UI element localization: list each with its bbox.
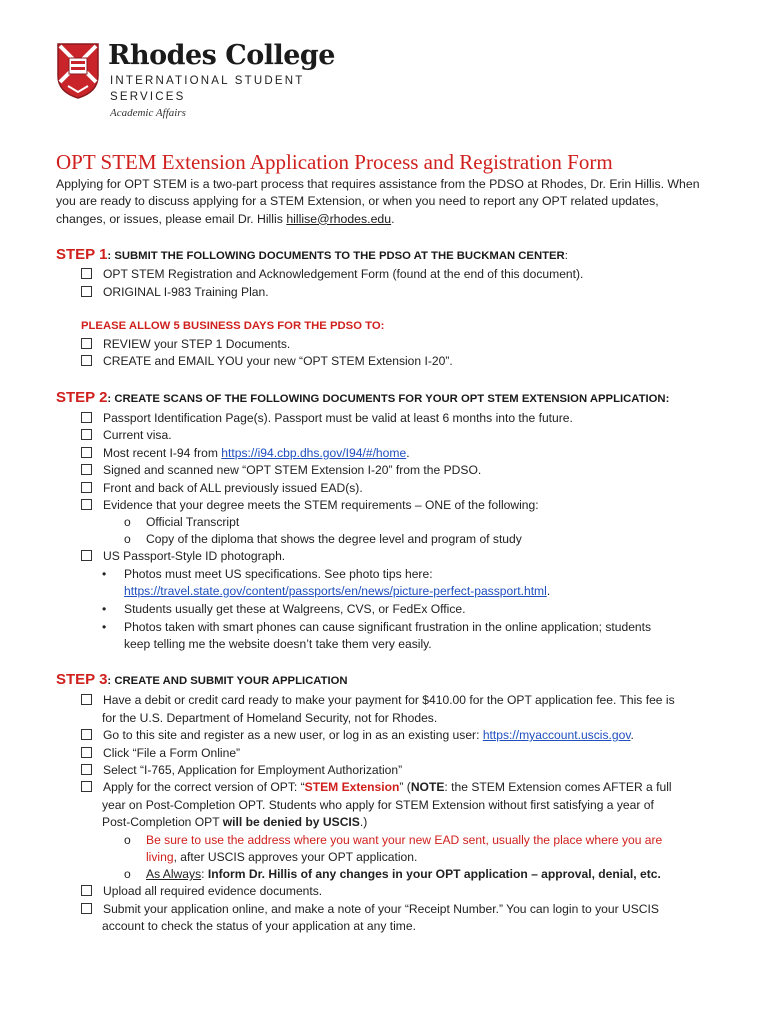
step3-item-text: Upload all required evidence documents.: [103, 884, 323, 898]
step3-item: [81, 727, 634, 744]
pdso-warning: PLEASE ALLOW 5 BUSINESS DAYS FOR THE PDSO TO:: [81, 320, 385, 332]
step2-item: [81, 445, 410, 462]
sub-option: [124, 832, 662, 849]
punct: .: [546, 584, 551, 598]
circle-bullet-icon: o: [124, 515, 131, 529]
bullet-item: [102, 601, 465, 618]
circle-bullet-icon: o: [124, 532, 131, 546]
sub-option-continuation: [146, 849, 417, 866]
step2-item-text: Most recent I-94 from: [103, 446, 222, 460]
bullet-icon: •: [102, 567, 107, 581]
circle-bullet-icon: o: [124, 867, 131, 881]
checkbox[interactable]: [81, 764, 92, 775]
step3-item-text: Go to this site and register as a new user, or log in as an existing user:: [103, 728, 483, 742]
office-name-line1: INTERNATIONAL STUDENT: [110, 75, 305, 87]
step2-item-text: Evidence that your degree meets the STEM requirements – ONE of the following:: [103, 498, 539, 512]
step3-item: [81, 762, 402, 779]
pdso-item-text: CREATE and EMAIL YOU your new “OPT STEM Extension I-20”.: [103, 354, 453, 368]
sub-option-text: Copy of the diploma that shows the degree level and program of study: [146, 532, 522, 546]
page-title: OPT STEM Extension Application Process and Registration Form: [56, 150, 613, 174]
step2-title: : CREATE SCANS OF THE FOLLOWING DOCUMENTS FOR YOUR OPT STEM EXTENSION APPLICATION:: [107, 393, 670, 405]
inform-instruction: Inform Dr. Hillis of any changes in your OPT application – approval, denial, etc.: [207, 867, 661, 881]
i94-link[interactable]: https://i94.cbp.dhs.gov/I94/#/home: [221, 446, 407, 460]
bullet-text: Photos taken with smart phones can cause significant frustration in the online application; students: [124, 620, 652, 634]
step3-item: [81, 883, 322, 900]
crest-icon: [56, 42, 100, 100]
step1-item-text: OPT STEM Registration and Acknowledgement Form (found at the end of this document).: [103, 267, 584, 281]
step1-number: STEP 1: [56, 246, 108, 263]
denial-warning: will be denied by USCIS: [222, 815, 360, 829]
bullet-text: Students usually get these at Walgreens, CVS, or FedEx Office.: [124, 602, 466, 616]
sub-option: [124, 514, 239, 531]
bullet-item: [102, 619, 651, 636]
step1-item-text: ORIGINAL I-983 Training Plan.: [103, 285, 269, 299]
passport-photo-link[interactable]: https://travel.state.gov/content/passports/en/news/picture-perfect-passport.html: [124, 584, 547, 598]
punct: .: [630, 728, 634, 742]
stem-extension-highlight: STEM Extension: [304, 780, 400, 794]
bullet-link-line: [124, 583, 550, 600]
punct: ” (: [399, 780, 411, 794]
checkbox[interactable]: [81, 499, 92, 510]
pdso-item: [81, 353, 453, 370]
division-name: Academic Affairs: [110, 107, 186, 119]
checkbox[interactable]: [81, 412, 92, 423]
step2-number: STEP 2: [56, 389, 108, 406]
checkbox[interactable]: [81, 286, 92, 297]
bullet-continuation: keep telling me the website doesn’t take them very easily.: [124, 637, 432, 651]
intro-paragraph: [56, 176, 706, 228]
step1-title: : SUBMIT THE FOLLOWING DOCUMENTS TO THE PDSO AT THE BUCKMAN CENTER: [107, 250, 565, 262]
step1-item: [81, 266, 583, 283]
step1-heading: [56, 246, 568, 263]
checkbox[interactable]: [81, 268, 92, 279]
checkbox[interactable]: [81, 355, 92, 366]
punct: .): [359, 815, 368, 829]
email-link[interactable]: hillise@rhodes.edu: [286, 211, 392, 226]
checkbox[interactable]: [81, 729, 92, 740]
rhodes-logo: [56, 40, 335, 124]
college-name: Rhodes College: [108, 40, 335, 71]
step3-continuation: account to check the status of your application at any time.: [102, 919, 416, 933]
bullet-icon: •: [102, 602, 107, 616]
step3-continuation: for the U.S. Department of Homeland Security, not for Rhodes.: [102, 711, 438, 725]
checkbox[interactable]: [81, 447, 92, 458]
step2-item: [81, 548, 285, 565]
step2-item: [81, 427, 172, 444]
checkbox[interactable]: [81, 338, 92, 349]
checkbox[interactable]: [81, 482, 92, 493]
step2-item: [81, 462, 481, 479]
step3-item: [81, 779, 672, 796]
step3-item: [81, 692, 675, 709]
punct: .: [406, 446, 410, 460]
sub-option-text: , after USCIS approves your OPT application.: [173, 850, 418, 864]
step3-item-text: Post-Completion OPT: [102, 815, 223, 829]
step2-item-text: US Passport-Style ID photograph.: [103, 549, 286, 563]
step2-heading: [56, 389, 669, 406]
step1-item: [81, 284, 269, 301]
address-warning: Be sure to use the address where you want your new EAD sent, usually the place where you are: [146, 833, 663, 847]
step3-continuation: year on Post-Completion OPT. Students who apply for STEM Extension without first satisfying a year of: [102, 798, 654, 812]
bullet-text: Photos must meet US specifications. See photo tips here:: [124, 567, 433, 581]
step3-number: STEP 3: [56, 671, 108, 688]
step3-item-text: : the STEM Extension comes AFTER a full: [444, 780, 672, 794]
step3-item-text: Click “File a Form Online”: [103, 746, 241, 760]
checkbox[interactable]: [81, 903, 92, 914]
as-always-label: As Always: [146, 867, 202, 881]
step3-item-text: Have a debit or credit card ready to make your payment for $410.00 for the OPT application fee. This fee is: [103, 693, 675, 707]
step2-item: [81, 480, 363, 497]
checkbox[interactable]: [81, 429, 92, 440]
step2-item-text: Passport Identification Page(s). Passport must be valid at least 6 months into the future.: [103, 411, 573, 425]
sub-option: [124, 531, 522, 548]
checkbox[interactable]: [81, 550, 92, 561]
step3-title: : CREATE AND SUBMIT YOUR APPLICATION: [107, 675, 348, 687]
bullet-item: [102, 566, 433, 583]
step3-item-text: Select “I-765, Application for Employment Authorization”: [103, 763, 403, 777]
step3-item: [81, 901, 659, 918]
step3-item-text: Apply for the correct version of OPT: “: [103, 780, 305, 794]
address-warning-end: living: [146, 850, 174, 864]
step2-item: [81, 497, 539, 514]
step3-item: [81, 745, 240, 762]
checkbox[interactable]: [81, 747, 92, 758]
checkbox[interactable]: [81, 885, 92, 896]
intro-end: .: [391, 211, 395, 226]
sub-option-text: Official Transcript: [146, 515, 240, 529]
step1-colon: :: [564, 250, 568, 262]
intro-text: Applying for OPT STEM is a two-part process that requires assistance from the PDSO at Rhodes, Dr. Erin Hillis. When you are ready to discuss applying for a STEM Extension, or when you need to report any OPT related updates, changes, or issues, please email Dr. Hillis: [56, 177, 700, 226]
note-label: NOTE: [410, 780, 445, 794]
punct: :: [201, 867, 208, 881]
step3-heading: [56, 671, 348, 688]
pdso-item-text: REVIEW your STEP 1 Documents.: [103, 337, 291, 351]
checkbox[interactable]: [81, 464, 92, 475]
step3-continuation: [102, 814, 367, 831]
pdso-item: [81, 336, 290, 353]
office-name-line2: SERVICES: [110, 91, 186, 103]
step2-item-text: Signed and scanned new “OPT STEM Extension I-20” from the PDSO.: [103, 463, 482, 477]
checkbox[interactable]: [81, 694, 92, 705]
bullet-icon: •: [102, 620, 107, 634]
step2-item-text: Front and back of ALL previously issued EAD(s).: [103, 481, 363, 495]
step3-item-text: Submit your application online, and make a note of your “Receipt Number.” You can login to your USCIS: [103, 902, 659, 916]
checkbox[interactable]: [81, 781, 92, 792]
uscis-account-link[interactable]: https://myaccount.uscis.gov: [482, 728, 631, 742]
sub-option: [124, 866, 661, 883]
circle-bullet-icon: o: [124, 833, 131, 847]
step2-item-text: Current visa.: [103, 428, 172, 442]
step2-item: [81, 410, 573, 427]
